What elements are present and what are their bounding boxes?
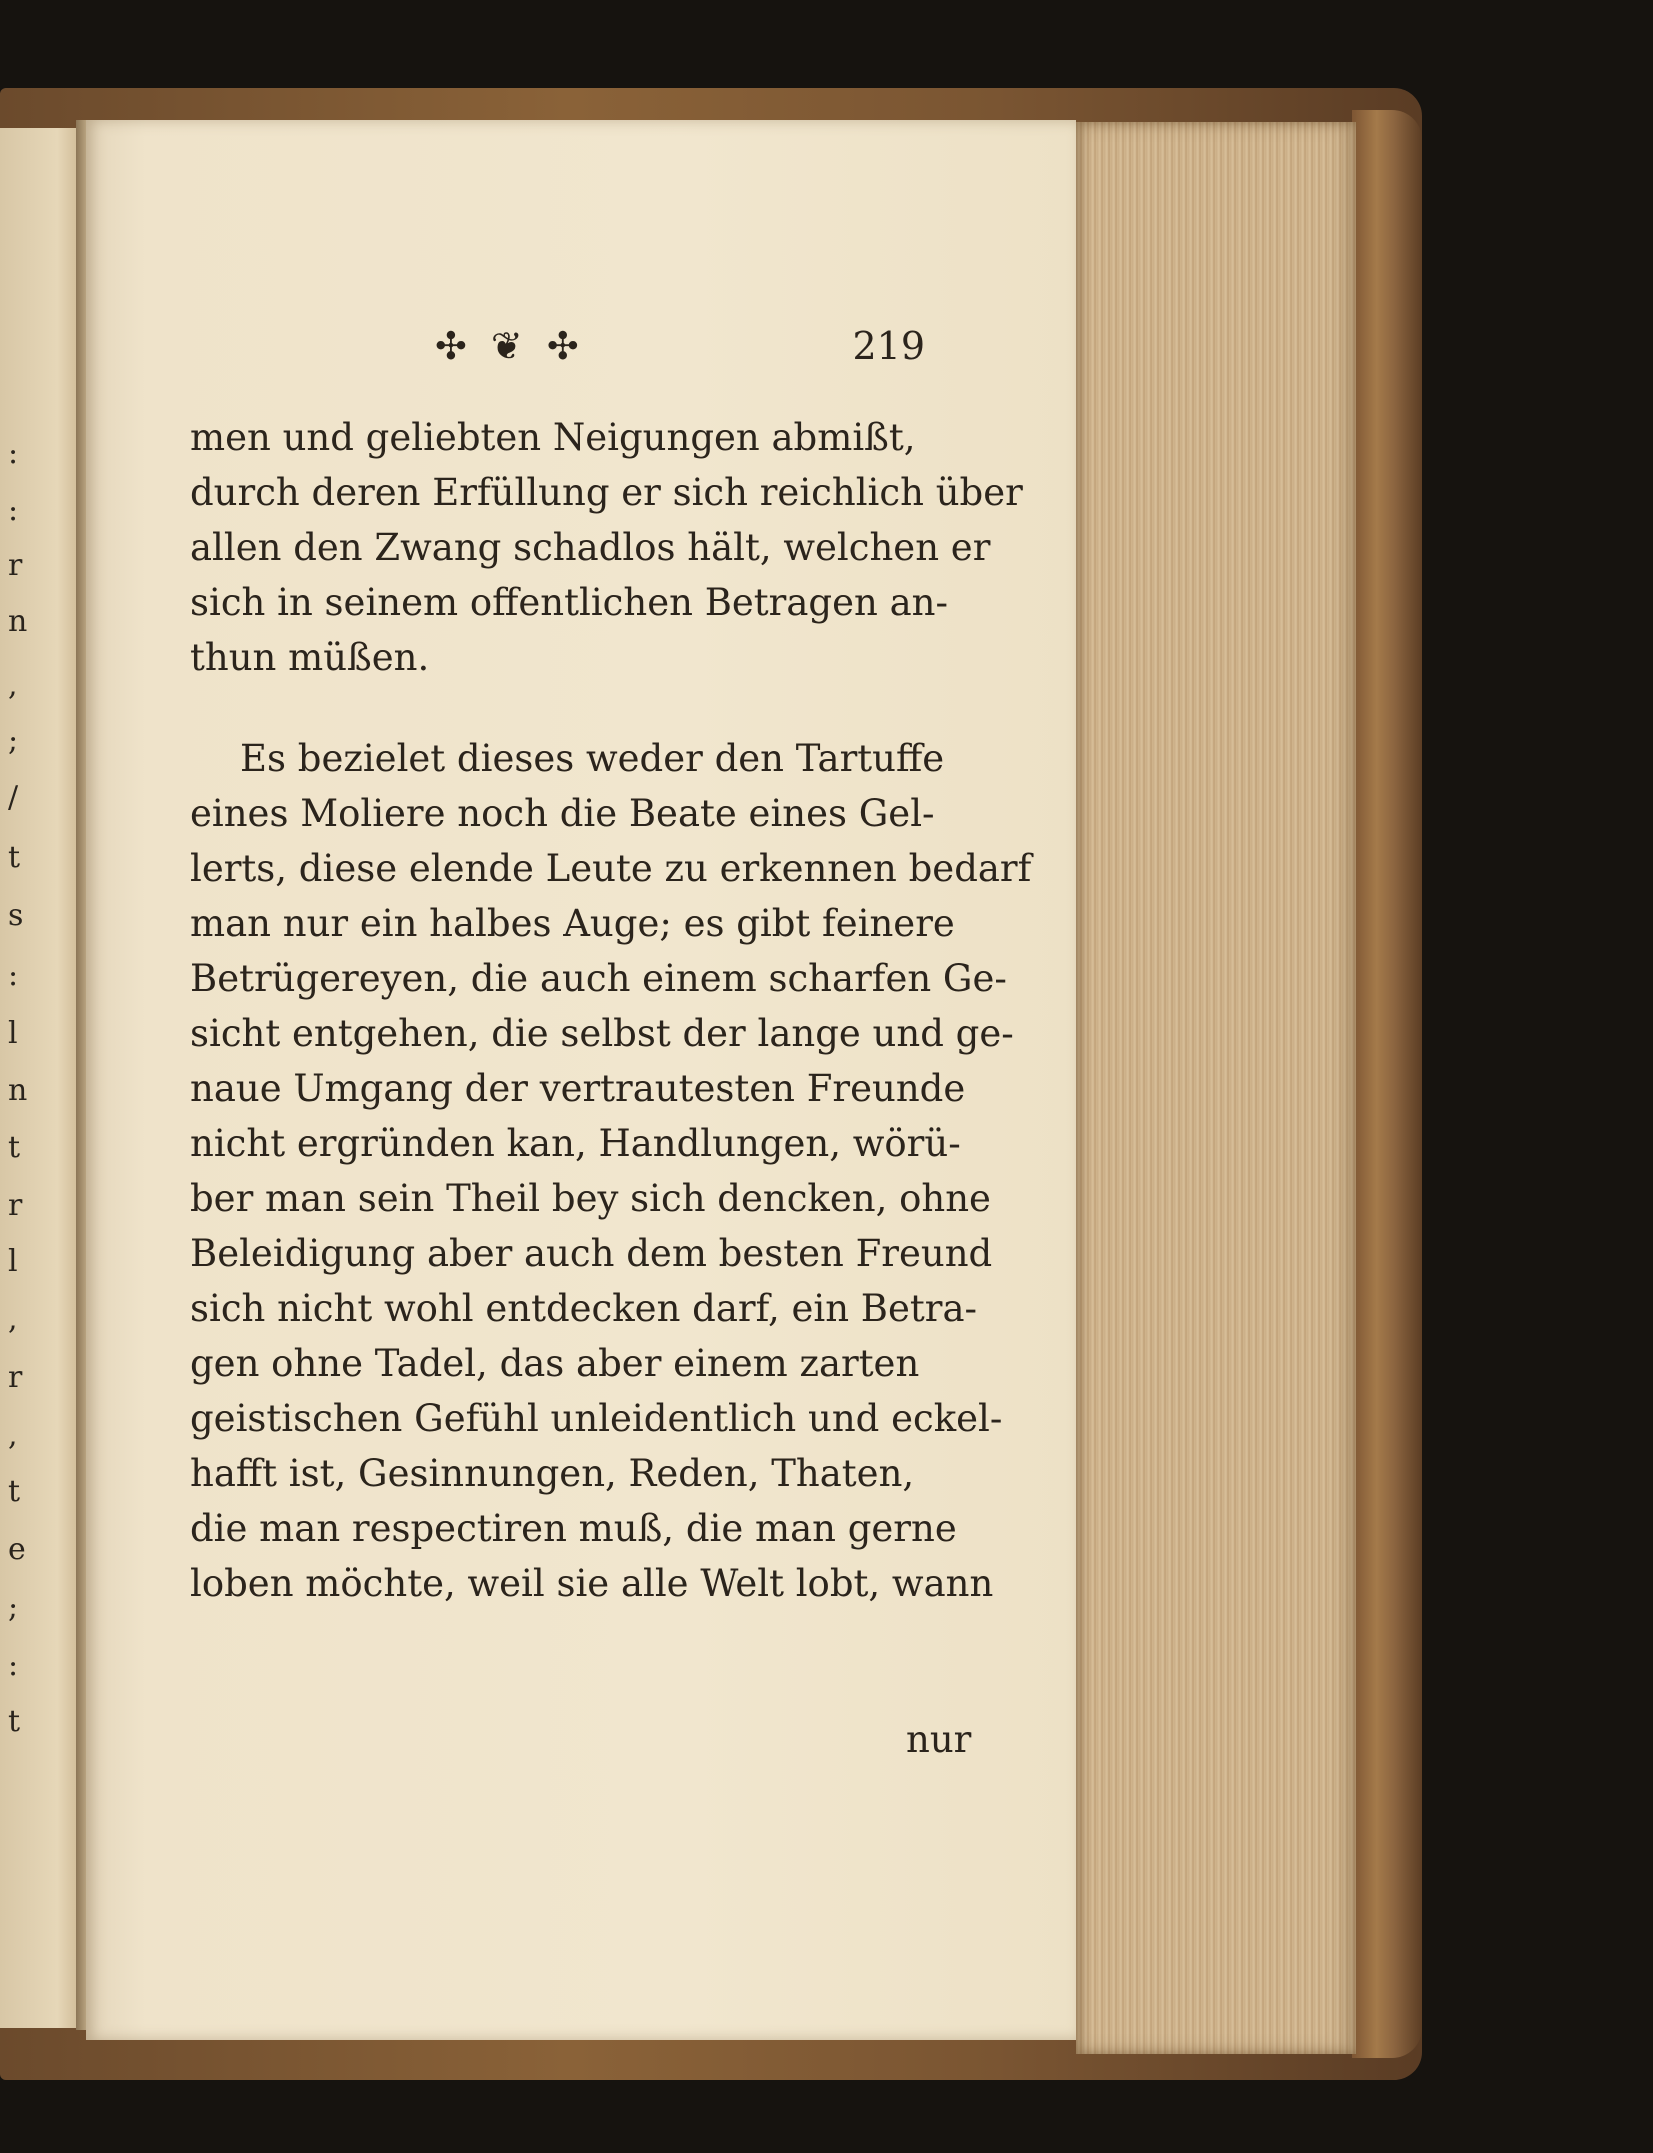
text-line: Betrügereyen, die auch einem scharfen Ge- xyxy=(190,957,1007,1000)
text-line: die man respectiren muß, die man gerne xyxy=(190,1507,957,1550)
left-page-fragment: t xyxy=(8,840,21,875)
text-line: geistischen Gefühl unleidentlich und eckel- xyxy=(190,1397,1003,1440)
right-page xyxy=(86,120,1076,2040)
left-page-fragment: ; xyxy=(8,1590,19,1625)
left-page-fragment: e xyxy=(8,1532,26,1567)
left-page-fragment: n xyxy=(8,604,28,639)
left-page-fragment: , xyxy=(8,1418,18,1453)
left-page xyxy=(0,128,82,2028)
text-line: gen ohne Tadel, das aber einem zarten xyxy=(190,1342,920,1385)
text-line: eines Moliere noch die Beate eines Gel- xyxy=(190,792,935,835)
left-page-fragment: ; xyxy=(8,723,19,758)
running-header xyxy=(190,318,970,378)
text-line: durch deren Erfüllung er sich reichlich über xyxy=(190,471,1023,514)
text-line: man nur ein halbes Auge; es gibt feinere xyxy=(190,902,955,945)
left-page-fragment: t xyxy=(8,1130,21,1165)
left-page-fragment: l xyxy=(8,1016,18,1051)
left-page-fragment: t xyxy=(8,1704,21,1739)
left-page-fragment: , xyxy=(8,1302,18,1337)
page-number: 219 xyxy=(852,324,925,368)
text-line: ber man sein Theil bey sich dencken, ohne xyxy=(190,1177,991,1220)
text-line: Es bezielet dieses weder den Tartuffe xyxy=(240,737,945,780)
text-line: sicht entgehen, die selbst der lange und ge- xyxy=(190,1012,1014,1055)
left-page-fragment: n xyxy=(8,1073,28,1108)
left-page-fragment: / xyxy=(8,780,19,815)
text-line: thun müßen. xyxy=(190,636,430,679)
text-line: men und geliebten Neigungen abmißt, xyxy=(190,416,916,459)
catchword: nur xyxy=(906,1718,972,1761)
page-fore-edge xyxy=(1076,122,1356,2054)
text-line: loben möchte, weil sie alle Welt lobt, wann xyxy=(190,1562,994,1605)
left-page-fragment: : xyxy=(8,493,19,528)
paragraph-1 xyxy=(190,410,1023,685)
paragraph-2 xyxy=(190,731,1032,1611)
book-binding-edge xyxy=(1352,110,1422,2058)
left-page-fragment: : xyxy=(8,958,19,993)
left-page-fragment: , xyxy=(8,668,18,703)
left-page-fragment: : xyxy=(8,436,19,471)
text-line: Beleidigung aber auch dem besten Freund xyxy=(190,1232,993,1275)
text-line: allen den Zwang schadlos hält, welchen er xyxy=(190,526,991,569)
header-ornament: ✣ ❦ ✣ xyxy=(435,324,585,368)
page-body xyxy=(190,410,1032,1611)
text-line: sich in seinem offentlichen Betragen an- xyxy=(190,581,948,624)
left-page-fragment: : xyxy=(8,1648,19,1683)
text-line: hafft ist, Gesinnungen, Reden, Thaten, xyxy=(190,1452,915,1495)
left-page-fragment: r xyxy=(8,1188,23,1223)
text-line: naue Umgang der vertrautesten Freunde xyxy=(190,1067,966,1110)
left-page-fragment: r xyxy=(8,548,23,583)
left-page-fragment: s xyxy=(8,898,24,933)
text-line: sich nicht wohl entdecken darf, ein Betra- xyxy=(190,1287,978,1330)
left-page-fragment: t xyxy=(8,1474,21,1509)
left-page-fragment: r xyxy=(8,1360,23,1395)
left-page-fragment: l xyxy=(8,1244,18,1279)
text-line: nicht ergründen kan, Handlungen, wörü- xyxy=(190,1122,961,1165)
text-line: lerts, diese elende Leute zu erkennen bedarf xyxy=(190,847,1032,890)
